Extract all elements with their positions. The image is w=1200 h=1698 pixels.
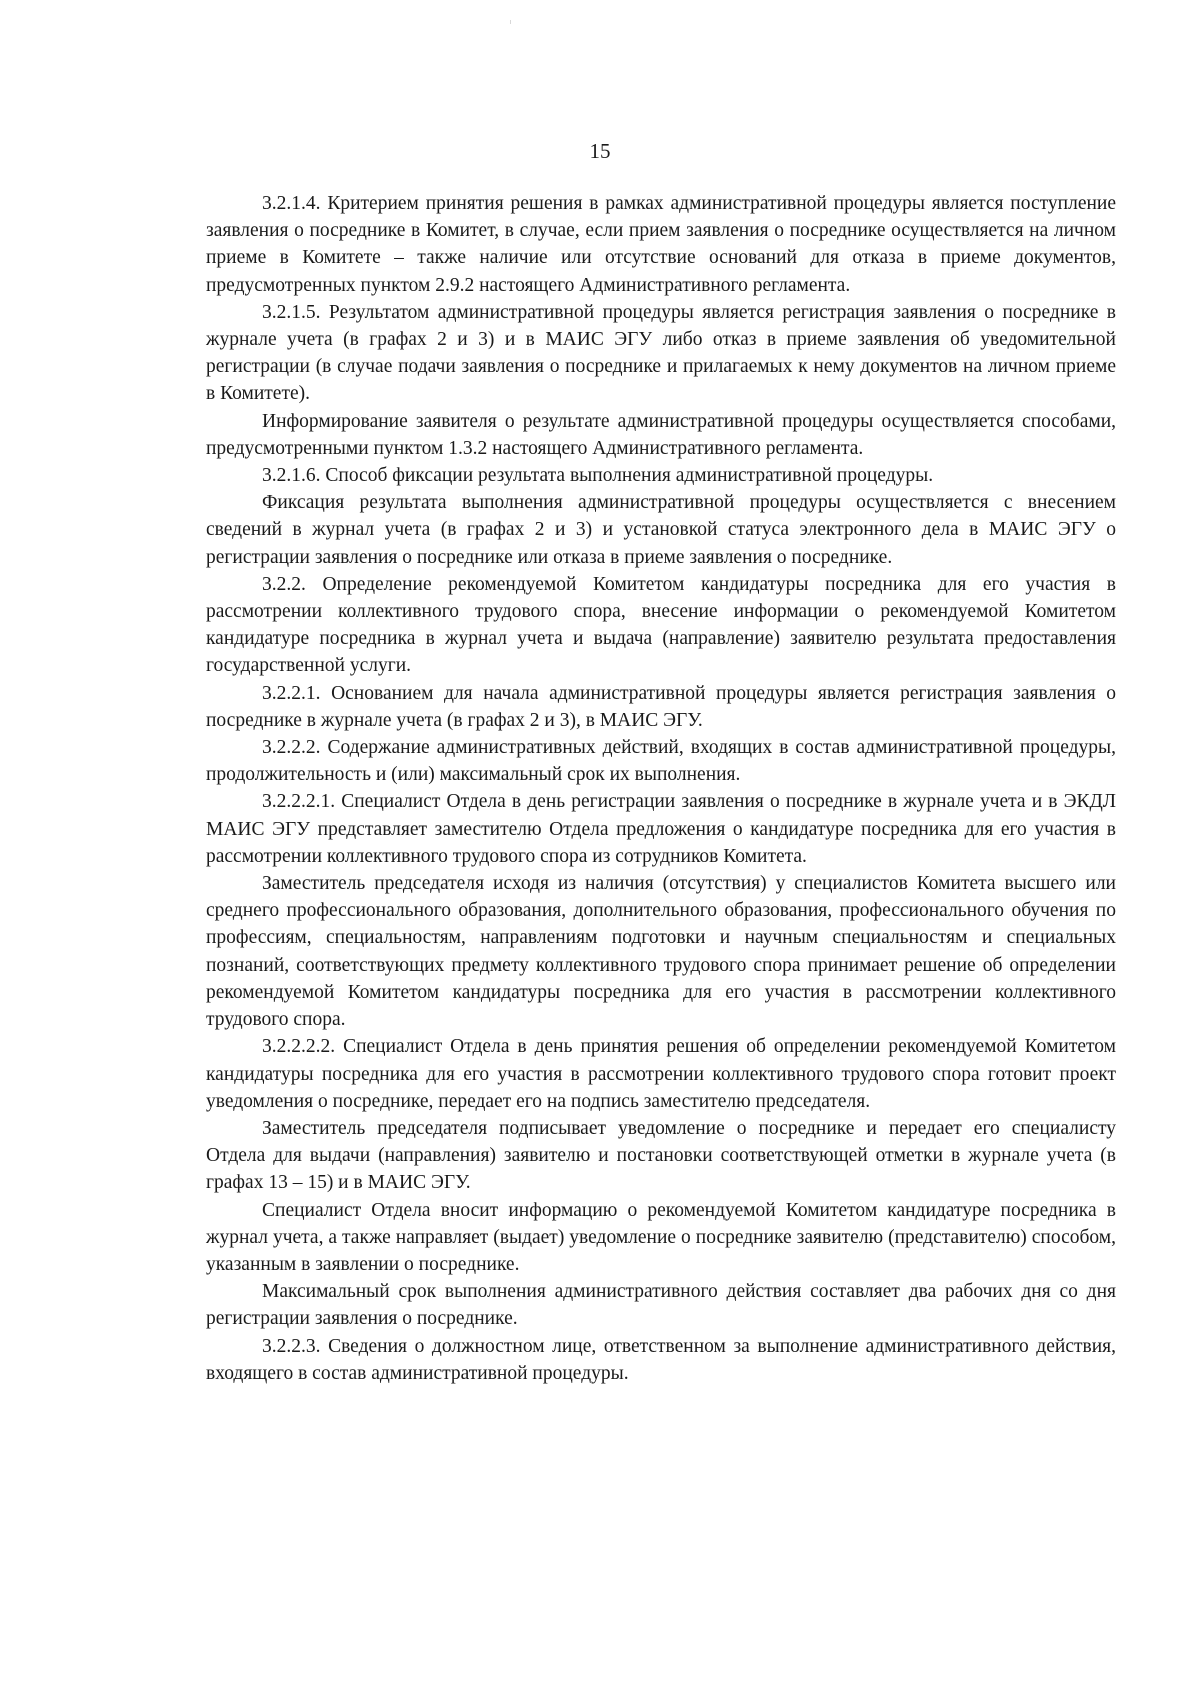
paragraph-3-2-1-6: 3.2.1.6. Способ фиксации результата выполнения административной процедуры. xyxy=(262,465,934,487)
paragraph-3-2-2-2-1: 3.2.2.2.1. Специалист Отдела в день регистрации заявления о посреднике в журнале учета и в ЭКДЛ МАИС ЭГУ представляет заместителю Отдела предложения о кандидатуре посредника для его участия в рассмотрении коллективного трудового спора из сотрудников Комитета. xyxy=(206,791,1116,867)
paragraph-fixation: Фиксация результата выполнения административной процедуры осуществляется с внесением сведений в журнал учета (в графах 2 и 3) и установкой статуса электронного дела в МАИС ЭГУ о регистрации заявления о посреднике или отказа в приеме заявления о посреднике. xyxy=(206,492,1116,568)
paragraph-3-2-1-5: 3.2.1.5. Результатом административной процедуры является регистрация заявления о посреднике в журнале учета (в графах 2 и 3) и в МАИС ЭГУ либо отказ в приеме заявления об уведомительной регистрации (в случае подачи заявления о посреднике и прилагаемых к нему документов на личном приеме в Комитете). xyxy=(206,301,1116,405)
paragraph-specialist-records: Специалист Отдела вносит информацию о рекомендуемой Комитетом кандидатуре посредника в журнал учета, а также направляет (выдает) уведомление о посреднике заявителю (представителю) способом, указанным в заявлении о посреднике. xyxy=(206,1199,1116,1275)
paragraph-deputy-signs: Заместитель председателя подписывает уведомление о посреднике и передает его специалисту Отдела для выдачи (направления) заявителю и постановки соответствующей отметки в журнале учета (в графах 13 – 15) и в МАИС ЭГУ. xyxy=(206,1117,1116,1194)
paragraph-3-2-2-2: 3.2.2.2. Содержание административных действий, входящих в состав административной процедуры, продолжительность и (или) максимальный срок их выполнения. xyxy=(206,737,1116,786)
paragraph-3-2-2: 3.2.2. Определение рекомендуемой Комитетом кандидатуры посредника для его участия в рассмотрении коллективного трудового спора, внесение информации о рекомендуемой Комитетом кандидатуре посредника в журнал учета и выдача (направление) заявителю результата предоставления государственной услуги. xyxy=(206,573,1116,677)
paragraph-3-2-2-3: 3.2.2.3. Сведения о должностном лице, ответственном за выполнение административного действия, входящего в состав административной процедуры. xyxy=(206,1335,1116,1384)
document-body xyxy=(206,190,1116,1387)
paragraph-informing: Информирование заявителя о результате административной процедуры осуществляется способами, предусмотренными пунктом 1.3.2 настоящего Административного регламента. xyxy=(206,410,1116,459)
paragraph-3-2-1-4: 3.2.1.4. Критерием принятия решения в рамках административной процедуры является поступление заявления о посреднике в Комитет, в случае, если прием заявления о посреднике осуществляется на личном приеме в Комитете – также наличие или отсутствие оснований для отказа в приеме документов, предусмотренных пунктом 2.9.2 настоящего Административного регламента. xyxy=(206,193,1116,296)
scan-artifact-mark xyxy=(510,20,511,24)
paragraph-3-2-2-2-2: 3.2.2.2.2. Специалист Отдела в день принятия решения об определении рекомендуемой Комитетом кандидатуры посредника для его участия в рассмотрении коллективного трудового спора готовит проект уведомления о посреднике, передает его на подпись заместителю председателя. xyxy=(206,1036,1116,1112)
paragraph-deputy-decision: Заместитель председателя исходя из наличия (отсутствия) у специалистов Комитета высшего или среднего профессионального образования, дополнительного образования, профессионального обучения по профессиям, специальностям, направлениям подготовки и научным специальностям и специальных познаний, соответствующих предмету коллективного трудового спора принимает решение об определении рекомендуемой Комитетом кандидатуры посредника для его участия в рассмотрении коллективного трудового спора. xyxy=(206,873,1116,1031)
page-number: 15 xyxy=(589,139,611,163)
paragraph-max-term: Максимальный срок выполнения административного действия составляет два рабочих дня со дня регистрации заявления о посреднике. xyxy=(206,1281,1116,1330)
paragraph-3-2-2-1: 3.2.2.1. Основанием для начала административной процедуры является регистрация заявления о посреднике в журнале учета (в графах 2 и 3), в МАИС ЭГУ. xyxy=(206,682,1116,731)
